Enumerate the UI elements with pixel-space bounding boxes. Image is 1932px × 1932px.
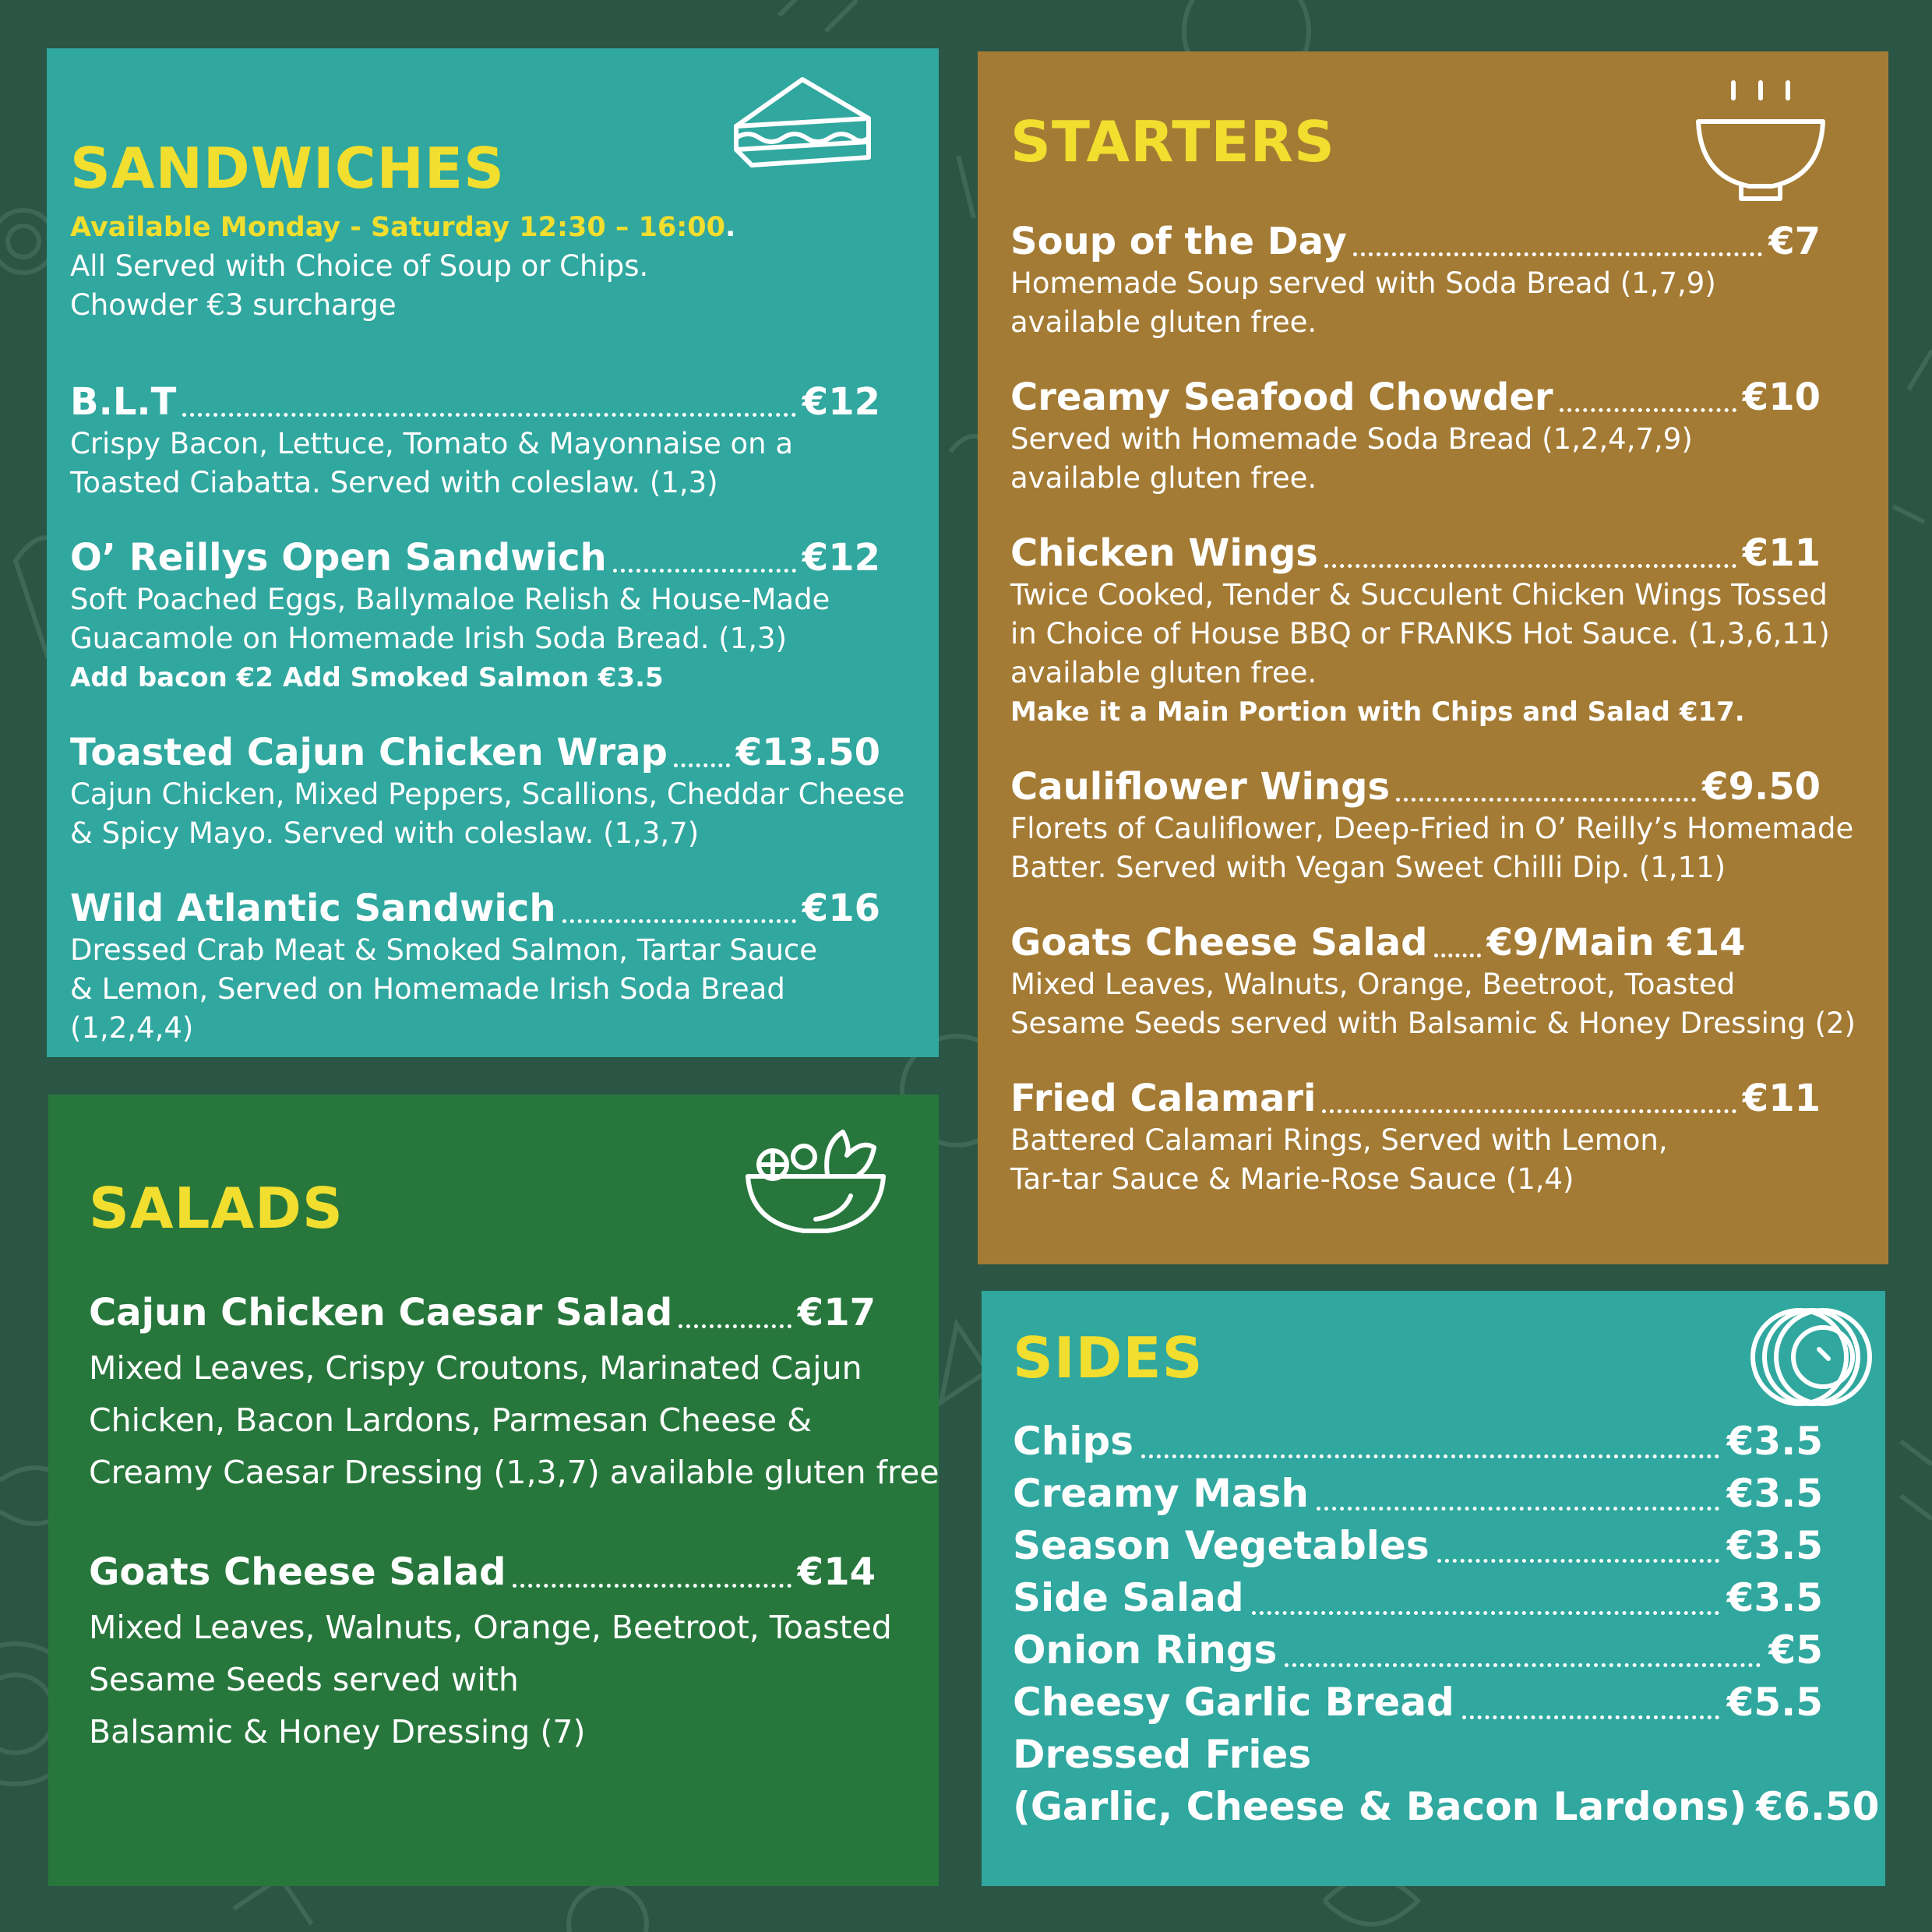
item-price: €12 — [802, 380, 880, 424]
item-description: Mixed Leaves, Walnuts, Orange, Beetroot, Toasted — [89, 1609, 892, 1646]
item-name: O’ Reillys Open Sandwich — [70, 536, 607, 580]
side-item-onion-rings — [1013, 1624, 1823, 1676]
side-item-chips — [1013, 1416, 1823, 1468]
availability-hours: Available Monday - Saturday 12:30 – 16:00 — [70, 212, 725, 243]
side-price: €3.5 — [1726, 1471, 1823, 1516]
side-item-creamy-mash — [1013, 1468, 1823, 1520]
item-description: Tar-tar Sauce & Marie-Rose Sauce (1,4) — [1010, 1162, 1574, 1196]
item-description: Dressed Crab Meat & Smoked Salmon, Tartar Sauce — [70, 933, 818, 967]
menu-item-chowder — [1010, 375, 1821, 498]
item-price: €12 — [802, 536, 880, 580]
item-name: Fried Calamari — [1010, 1077, 1317, 1120]
side-price: €6.50 — [1756, 1784, 1880, 1829]
item-name: Chicken Wings — [1010, 531, 1318, 575]
sandwiches-title: SANDWICHES — [70, 136, 505, 201]
intro-line: Chowder €3 surcharge — [70, 288, 397, 322]
side-item-side-salad — [1013, 1572, 1823, 1624]
availability-text — [70, 208, 735, 247]
leader-dots — [1317, 1507, 1719, 1511]
item-description: Balsamic & Honey Dressing (7) — [89, 1713, 586, 1750]
item-price: €14 — [797, 1550, 876, 1594]
item-description: Cajun Chicken, Mixed Peppers, Scallions, Cheddar Cheese — [70, 777, 905, 811]
leader-dots — [562, 919, 796, 923]
item-description: Batter. Served with Vegan Sweet Chilli Dip. (1,11) — [1010, 851, 1726, 884]
sandwiches-intro — [70, 208, 735, 325]
plates-icon — [1745, 1303, 1877, 1412]
item-price: €13.50 — [735, 731, 880, 774]
item-name: Cajun Chicken Caesar Salad — [89, 1291, 673, 1334]
leader-dots — [1141, 1454, 1719, 1458]
sides-title: SIDES — [1013, 1325, 1204, 1391]
leader-dots — [1434, 954, 1481, 957]
item-description: Sesame Seeds served with — [89, 1661, 519, 1698]
side-name: Creamy Mash — [1013, 1471, 1309, 1516]
item-name: Goats Cheese Salad — [89, 1550, 506, 1594]
item-description: Mixed Leaves, Crispy Croutons, Marinated Cajun — [89, 1349, 862, 1387]
item-description: Sesame Seeds served with Balsamic & Honey Dressing (2) — [1010, 1007, 1856, 1040]
menu-item-caesar-salad — [89, 1289, 940, 1499]
side-price: €5 — [1768, 1627, 1823, 1673]
item-description: in Choice of House BBQ or FRANKS Hot Sauce. (1,3,6,11) — [1010, 617, 1830, 650]
item-description: & Spicy Mayo. Served with coleslaw. (1,3,7) — [70, 816, 700, 850]
item-description: available gluten free. — [1010, 305, 1317, 339]
leader-dots — [1252, 1611, 1719, 1615]
leader-dots — [1462, 1715, 1719, 1719]
side-price: €3.5 — [1726, 1523, 1823, 1568]
leader-dots — [182, 413, 795, 417]
salads-title: SALADS — [89, 1176, 344, 1241]
item-description: Twice Cooked, Tender & Succulent Chicken Wings Tossed — [1010, 578, 1828, 612]
item-name: B.L.T — [70, 380, 177, 424]
item-description: Crispy Bacon, Lettuce, Tomato & Mayonnaise on a — [70, 427, 794, 460]
starters-panel — [978, 51, 1888, 1264]
menu-item-cajun-wrap — [70, 730, 905, 853]
item-upsell: Make it a Main Portion with Chips and Salad €17. — [1010, 696, 1745, 728]
leader-dots — [1437, 1559, 1719, 1563]
side-item-garlic-bread — [1013, 1676, 1823, 1729]
side-name: Dressed Fries — [1013, 1732, 1312, 1777]
item-description: available gluten free. — [1010, 656, 1317, 689]
menu-item-wild-atlantic — [70, 886, 880, 1048]
item-description: Chicken, Bacon Lardons, Parmesan Cheese & — [89, 1401, 813, 1439]
menu-item-goats-cheese-starter — [1010, 920, 1856, 1043]
menu-item-chicken-wings — [1010, 531, 1830, 732]
item-description: Creamy Caesar Dressing (1,3,7) available gluten free — [89, 1454, 940, 1491]
sides-panel — [982, 1291, 1885, 1886]
side-name: Chips — [1013, 1419, 1133, 1464]
item-description: Served with Homemade Soda Bread (1,2,4,7,9) — [1010, 422, 1693, 456]
side-detail: (Garlic, Cheese & Bacon Lardons) — [1013, 1784, 1747, 1829]
side-item-dressed-fries-title — [1013, 1729, 1823, 1781]
side-item-dressed-fries — [1013, 1781, 1880, 1833]
side-name: Side Salad — [1013, 1575, 1244, 1620]
item-description: & Lemon, Served on Homemade Irish Soda Bread — [70, 972, 785, 1006]
menu-item-blt — [70, 379, 880, 502]
side-name: Onion Rings — [1013, 1627, 1278, 1673]
item-description: Toasted Ciabatta. Served with coleslaw. (1,3) — [70, 466, 718, 499]
item-description: Florets of Cauliflower, Deep-Fried in O’ Reilly’s Homemade — [1010, 812, 1854, 845]
item-description: Mixed Leaves, Walnuts, Orange, Beetroot, Toasted — [1010, 968, 1736, 1001]
leader-dots — [613, 569, 796, 573]
item-name: Wild Atlantic Sandwich — [70, 887, 556, 930]
side-price: €5.5 — [1726, 1680, 1823, 1725]
item-name: Toasted Cajun Chicken Wrap — [70, 731, 668, 774]
item-description: Guacamole on Homemade Irish Soda Bread. (1,3) — [70, 622, 788, 655]
leader-dots — [1396, 798, 1696, 802]
item-name: Creamy Seafood Chowder — [1010, 375, 1553, 419]
item-price: €7 — [1768, 220, 1821, 263]
menu-item-cauliflower-wings — [1010, 764, 1854, 887]
intro-line: All Served with Choice of Soup or Chips. — [70, 249, 649, 283]
leader-dots — [674, 763, 730, 767]
menu-item-open-sandwich — [70, 535, 880, 697]
item-price: €11 — [1742, 1077, 1821, 1120]
sides-list — [1013, 1416, 1880, 1833]
item-description: (1,2,4,4) — [70, 1011, 194, 1045]
side-price: €3.5 — [1726, 1575, 1823, 1620]
menu-item-calamari — [1010, 1076, 1821, 1199]
side-item-vegetables — [1013, 1520, 1823, 1572]
item-name: Cauliflower Wings — [1010, 765, 1391, 809]
side-name: Season Vegetables — [1013, 1523, 1430, 1568]
menu-item-soup — [1010, 219, 1821, 342]
sandwiches-panel — [47, 48, 939, 1057]
leader-dots — [1353, 252, 1762, 256]
item-description: Soft Poached Eggs, Ballymaloe Relish & House-Made — [70, 583, 830, 616]
item-price: €9.50 — [1702, 765, 1821, 809]
leader-dots — [1324, 564, 1736, 568]
soup-bowl-icon — [1687, 79, 1835, 203]
leader-dots — [1285, 1663, 1761, 1667]
item-price: €9/Main €14 — [1486, 921, 1746, 964]
item-name: Soup of the Day — [1010, 220, 1347, 263]
item-price: €16 — [802, 887, 880, 930]
item-price: €11 — [1742, 531, 1821, 575]
availability-period: . — [724, 212, 736, 243]
leader-dots — [1560, 408, 1736, 412]
starters-title: STARTERS — [1010, 109, 1335, 175]
side-name: Cheesy Garlic Bread — [1013, 1680, 1454, 1725]
item-description: Battered Calamari Rings, Served with Lemon, — [1010, 1123, 1668, 1157]
item-description: Homemade Soup served with Soda Bread (1,7,9) — [1010, 266, 1716, 300]
item-addons: Add bacon €2 Add Smoked Salmon €3.5 — [70, 662, 664, 693]
leader-dots — [513, 1584, 791, 1588]
item-name: Goats Cheese Salad — [1010, 921, 1428, 964]
leader-dots — [679, 1324, 791, 1328]
item-price: €10 — [1742, 375, 1821, 419]
menu-item-goats-cheese-salad — [89, 1549, 892, 1758]
side-price: €3.5 — [1726, 1419, 1823, 1464]
sandwich-icon — [728, 72, 884, 181]
item-description: available gluten free. — [1010, 461, 1317, 495]
leader-dots — [1322, 1109, 1736, 1113]
salads-panel — [48, 1095, 939, 1886]
item-price: €17 — [797, 1291, 876, 1334]
salad-bowl-icon — [742, 1122, 890, 1239]
